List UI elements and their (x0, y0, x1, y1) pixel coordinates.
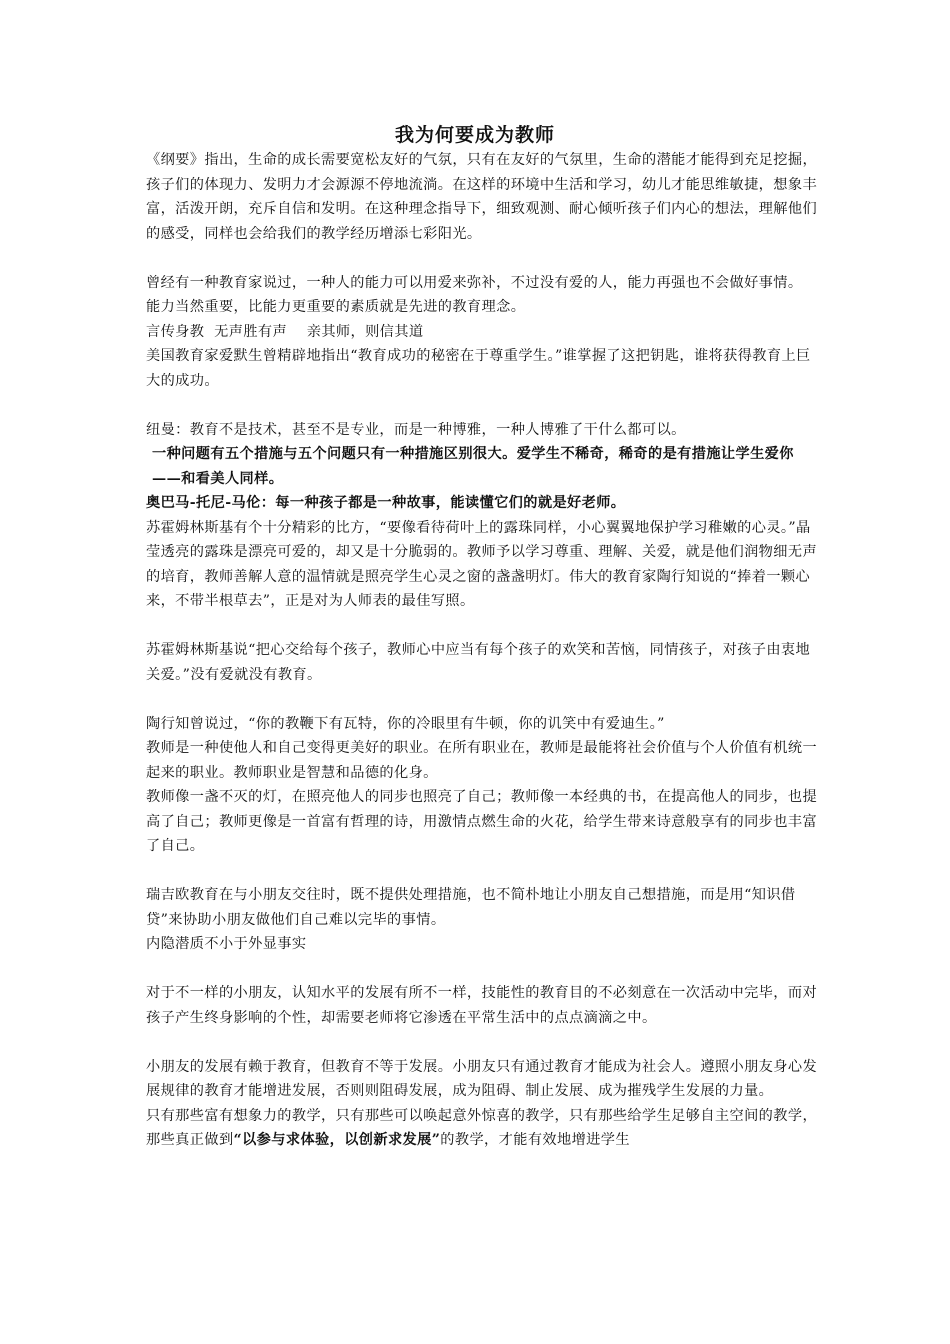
paragraph-tao-xingzhi: 陶行知曾说过，“你的教鞭下有瓦特，你的冷眼里有牛顿，你的讥笑中有爱迪生。” (146, 715, 665, 732)
paragraph-gangyao: 《纲要》指出，生命的成长需要宽松友好的气氛，只有在友好的气氛里，生命的潜能才能得到充足挖掘，孩子们的体现力、发明力才会源源不停地流淌。在这样的环境中生活和学习，幼儿才能思维敏捷，想象丰富，活泼开朗，充斥自信和发明。在这种理念指导下，细致观测、耐心倾听孩子们内心的想法，理解他们的感受，同样也会给我们的教学经历增添七彩阳光。 (146, 152, 818, 242)
paragraph-newman: 纽曼：教育不是技术，甚至不是专业，而是一种博雅，一种人博雅了干什么都可以。 (146, 421, 686, 438)
paragraph-emerson: 美国教育家爱默生曾精辟地指出“教育成功的秘密在于尊重学生。”谁掌握了这把钥匙，谁将获得教育上巨大的成功。 (146, 348, 811, 389)
paragraph-teacher-lamp: 教师像一盏不灭的灯，在照亮他人的同步也照亮了自己；教师像一本经典的书，在提高他人的同步，也提高了自己；教师更像是一首富有哲理的诗，用激情点燃生命的火花，给学生带来诗意般享有的同步也丰富了自己。 (146, 789, 818, 854)
imaginative-teaching-text-a: 只有那些富有想象力的教学，只有那些可以唤起意外惊喜的教学，只有那些给学生足够自主空间的教学，那些真正做到 (146, 1107, 818, 1148)
paragraph-different-children: 对于不一样的小朋友，认知水平的发展有所不一样，技能性的教育目的不必刻意在一次活动中完毕，而对孩子产生终身影响的个性，却需要老师将它渗透在平常生活中的点点滴滴之中。 (146, 985, 818, 1026)
paragraph-love-ability: 曾经有一种教育家说过，一种人的能力可以用爱来弥补，不过没有爱的人，能力再强也不会做好事情。 (146, 274, 803, 291)
paragraph-gap (146, 614, 818, 639)
paragraph-imaginative-teaching (146, 1104, 818, 1153)
paragraph-gap (146, 687, 818, 712)
paragraph-education-concept: 能力当然重要，比能力更重要的素质就是先进的教育理念。 (146, 299, 526, 315)
paragraph-obama-quote: 奥巴马-托尼-马伦：每一种孩子都是一种故事，能读懂它们的就是好老师。 (146, 495, 626, 511)
paragraph-five-measures: 一种问题有五个措施与五个问题只有一种措施区别很大。爱学生不稀奇，稀奇的是有措施让学生爱你——和看美人同样。 (152, 446, 794, 487)
paragraph-gap (146, 246, 818, 271)
paragraph-gap (146, 393, 818, 418)
paragraph-gap (146, 859, 818, 884)
imaginative-teaching-text-c: 的教学，才能有效地增进学生 (440, 1132, 630, 1148)
paragraph-development: 小朋友的发展有赖于教育，但教育不等于发展。小朋友只有通过教育才能成为社会人。遵照小朋友身心发展规律的教育才能增进发展，否则则阻碍发展，成为阻碍、制止发展、成为摧残学生发展的力量。 (146, 1058, 818, 1099)
paragraph-reggio: 瑞吉欧教育在与小朋友交往时，既不提供处理措施，也不简朴地让小朋友自己想措施，而是用“知识借贷”来协助小朋友做他们自己难以完毕的事情。 (146, 887, 796, 928)
paragraph-sukhomlinsky-heart: 苏霍姆林斯基说“把心交给每个孩子，教师心中应当有每个孩子的欢笑和苦恼，同情孩子，对孩子由衷地关爱。”没有爱就没有教育。 (146, 642, 811, 683)
paragraph-motto: 言传身教 无声胜有声 亲其师，则信其道 (146, 323, 424, 340)
paragraph-teacher-profession: 教师是一种使他人和自己变得更美好的职业。在所有职业在，教师是最能将社会价值与个人价值有机统一起来的职业。教师职业是智慧和品德的化身。 (146, 740, 818, 781)
paragraph-sukhomlinsky-dew: 苏霍姆林斯基有个十分精彩的比方，“要像看待荷叶上的露珠同样，小心翼翼地保护学习稚嫩的心灵。”晶莹透亮的露珠是漂亮可爱的，却又是十分脆弱的。教师予以学习尊重、理解、关爱，就是他们润物细无声的培育，教师善解人意的温情就是照亮学生心灵之窗的盏盏明灯。伟大的教育家陶行知说的“捧着一颗心来，不带半根草去”，正是对为人师表的最佳写照。 (146, 519, 818, 609)
document-title: 我为何要成为教师 (394, 124, 555, 146)
paragraph-gap (146, 957, 818, 982)
paragraph-gap (146, 1030, 818, 1055)
paragraph-implicit: 内隐潜质不小于外显事实 (146, 936, 307, 952)
imaginative-teaching-emphasis: “以参与求体验，以创新求发展” (233, 1132, 441, 1148)
document-body (146, 148, 818, 1153)
